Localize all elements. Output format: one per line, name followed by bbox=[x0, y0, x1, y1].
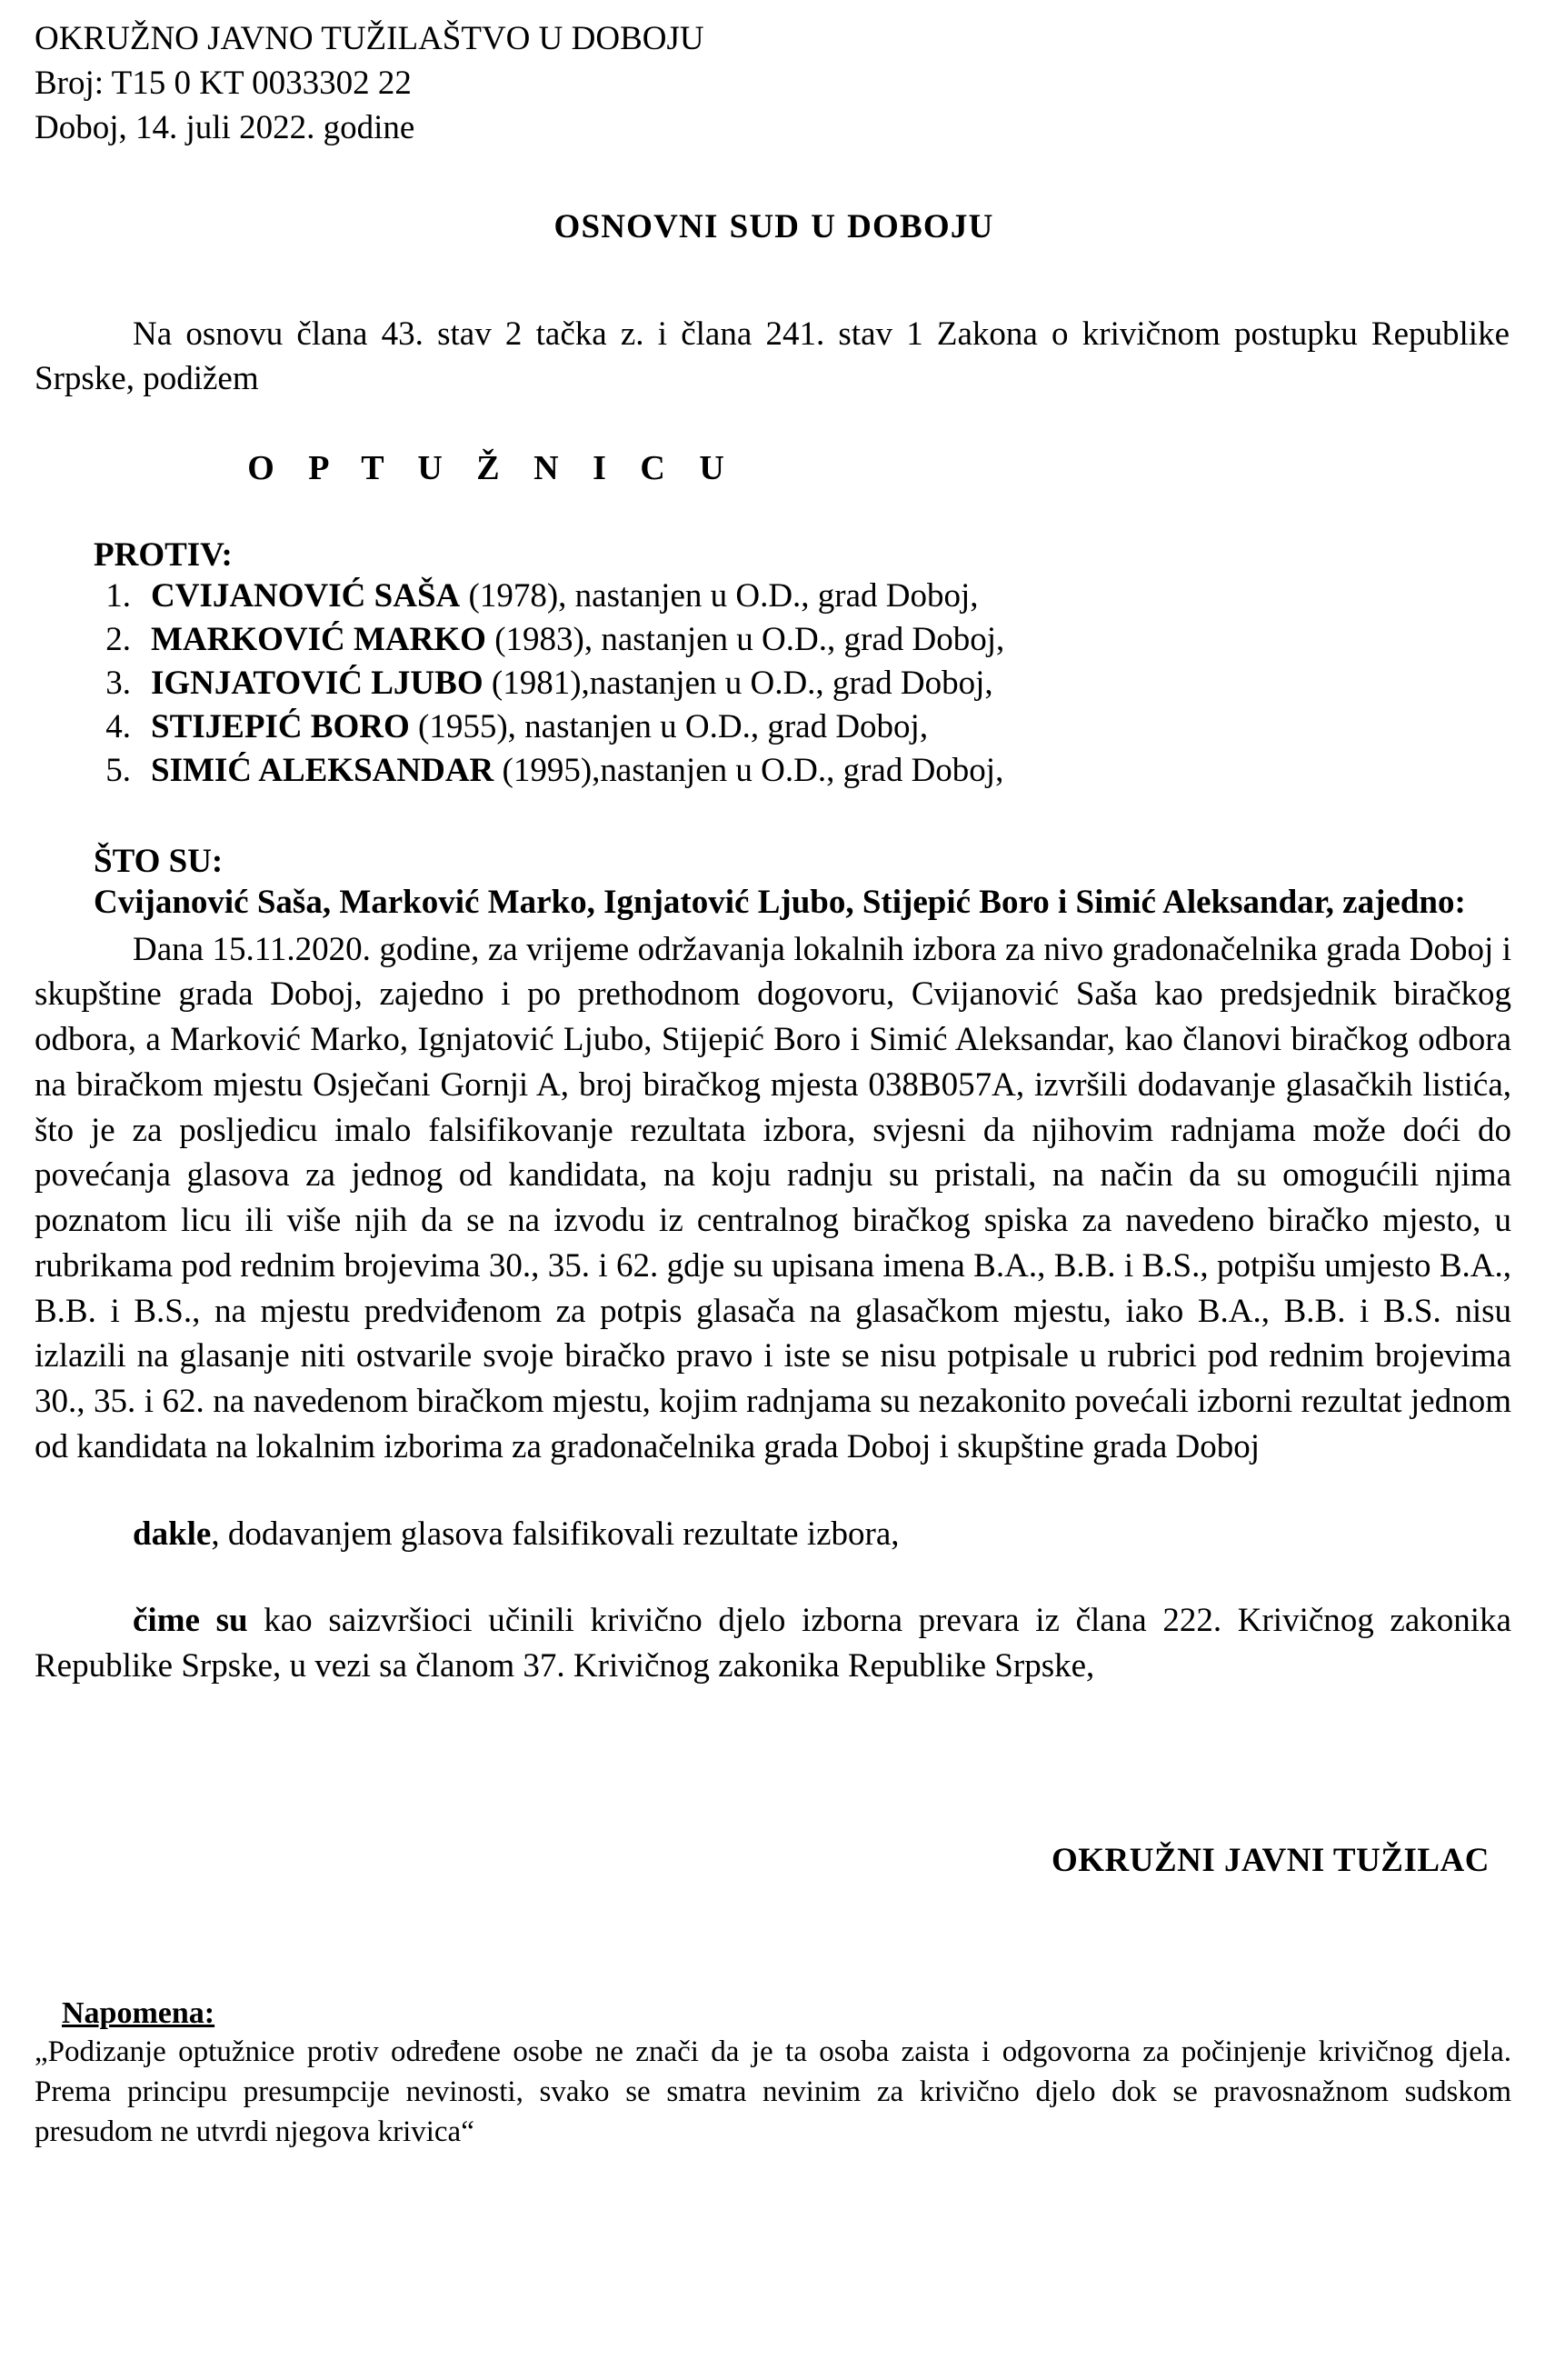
list-item-number: 2. bbox=[105, 621, 131, 659]
court-name-word-1: OSNOVNI bbox=[553, 207, 719, 245]
dakle-keyword: dakle bbox=[133, 1515, 212, 1553]
list-item bbox=[35, 618, 1513, 662]
cime-su-paragraph bbox=[35, 1598, 1513, 1689]
prosecutor-office-name: OKRUŽNO JAVNO TUŽILAŠTVO U DOBOJU bbox=[35, 20, 704, 57]
list-item-number: 3. bbox=[105, 665, 131, 703]
list-item bbox=[35, 575, 1513, 618]
dakle-paragraph bbox=[35, 1512, 1513, 1556]
place-and-date: Doboj, 14. juli 2022. godine bbox=[35, 109, 415, 147]
defendant-name: MARKOVIĆ MARKO bbox=[151, 621, 486, 659]
charge-body-paragraph: Dana 15.11.2020. godine, za vrijeme održavanja lokalnih izbora za nivo gradonačelnika grada Doboj i skupštine grada Doboj, zajedno i po prethodnom dogovoru, Cvijanović Saša kao predsjednik biračkog odbora, a Marković Marko, Ignjatović Ljubo, Stijepić Boro i Simić Aleksandar, kao članovi biračkog odbora na biračkom mjestu Osječani Gornji A, broj biračkog mjesta 038B057A, izvršili dodavanje glasačkih listića, što je za posljedicu imalo falsifikovanje rezultata izbora, svjesni da njihovim radnjama može doći do povećanja glasova za jednog od kandidata, na koju radnju su pristali, na način da su omogućili njima poznatom licu ili više njih da se na izvodu iz centralnog biračkog spiska za navedeno biračko mjesto, u rubrikama pod rednim brojevima 30., 35. i 62. gdje su upisana imena B.A., B.B. i B.S., potpišu umjesto B.A., B.B. i B.S., na mjestu predviđenom za potpis glasača na glasačkom mjestu, iako B.A., B.B. i B.S. nisu izlazili na glasanje niti ostvarile svoje biračko pravo i iste se nisu potpisale u rubrici pod rednim brojevima 30., 35. i 62. na navedenom biračkom mjestu, kojim radnjama su nezakonito povećali izborni rezultat jednom od kandidata na lokalnim izborima za gradonačelnika grada Doboj i skupštine grada Doboj bbox=[35, 930, 1511, 1465]
defendant-name: STIJEPIĆ BORO bbox=[151, 708, 410, 746]
defendant-name: CVIJANOVIĆ SAŠA bbox=[151, 577, 461, 615]
defendants-heading: PROTIV: bbox=[94, 536, 233, 575]
signature-block-title: OKRUŽNI JAVNI TUŽILAC bbox=[1051, 1842, 1490, 1880]
letterhead bbox=[35, 16, 1513, 151]
note-block bbox=[35, 1996, 1513, 2153]
joint-defendants-line: Cvijanović Saša, Marković Marko, Ignjatović Ljubo, Stijepić Boro i Simić Aleksandar, zajedno: bbox=[94, 884, 1466, 922]
list-item bbox=[35, 749, 1513, 793]
legal-basis-paragraph: Na osnovu člana 43. stav 2 tačka z. i člana 241. stav 1 Zakona o krivičnom postupku Republike Srpske, podižem bbox=[35, 315, 1510, 397]
note-title: Napomena: bbox=[62, 1996, 215, 2031]
addressed-court-title bbox=[35, 207, 1513, 246]
list-item-number: 4. bbox=[105, 708, 131, 746]
cime-su-text: kao saizvršioci učinili krivično djelo izborna prevara iz člana 222. Krivičnog zakonika Republike Srpske, u vezi sa članom 37. Krivičnog zakonika Republike Srpske, bbox=[35, 1601, 1511, 1685]
defendant-details: (1983), nastanjen u O.D., grad Doboj, bbox=[485, 621, 1005, 659]
charge-heading: ŠTO SU: bbox=[94, 843, 224, 881]
list-item-number: 1. bbox=[105, 577, 131, 615]
defendant-name: IGNJATOVIĆ LJUBO bbox=[151, 665, 483, 703]
court-name-word-2: SUD bbox=[729, 207, 801, 245]
defendant-name: SIMIĆ ALEKSANDAR bbox=[151, 752, 494, 790]
page-title: O P T U Ž N I C U bbox=[247, 449, 737, 488]
court-name-word-4: DOBOJU bbox=[847, 207, 994, 245]
defendant-details: (1981),nastanjen u O.D., grad Doboj, bbox=[483, 665, 993, 703]
case-number: Broj: T15 0 KT 0033302 22 bbox=[35, 65, 412, 103]
list-item bbox=[35, 662, 1513, 705]
note-text: „Podizanje optužnice protiv određene osobe ne znači da je ta osoba zaista i odgovorna za počinjenje krivičnog djela. Prema principu presumpcije nevinosti, svako se smatra nevinim za krivično djelo dok se pravosnažnom sudskom presudom ne utvrdi njegova krivica“ bbox=[35, 2035, 1511, 2149]
defendant-details: (1978), nastanjen u O.D., grad Doboj, bbox=[460, 577, 979, 615]
dakle-text: , dodavanjem glasova falsifikovali rezultate izbora, bbox=[211, 1515, 900, 1553]
defendants-list bbox=[35, 575, 1513, 793]
list-item-number: 5. bbox=[105, 752, 131, 790]
defendant-details: (1955), nastanjen u O.D., grad Doboj, bbox=[409, 708, 929, 746]
list-item bbox=[35, 705, 1513, 749]
cime-su-keyword: čime su bbox=[133, 1601, 248, 1639]
defendant-details: (1995),nastanjen u O.D., grad Doboj, bbox=[493, 752, 1004, 790]
court-name-word-3: U bbox=[811, 207, 837, 245]
